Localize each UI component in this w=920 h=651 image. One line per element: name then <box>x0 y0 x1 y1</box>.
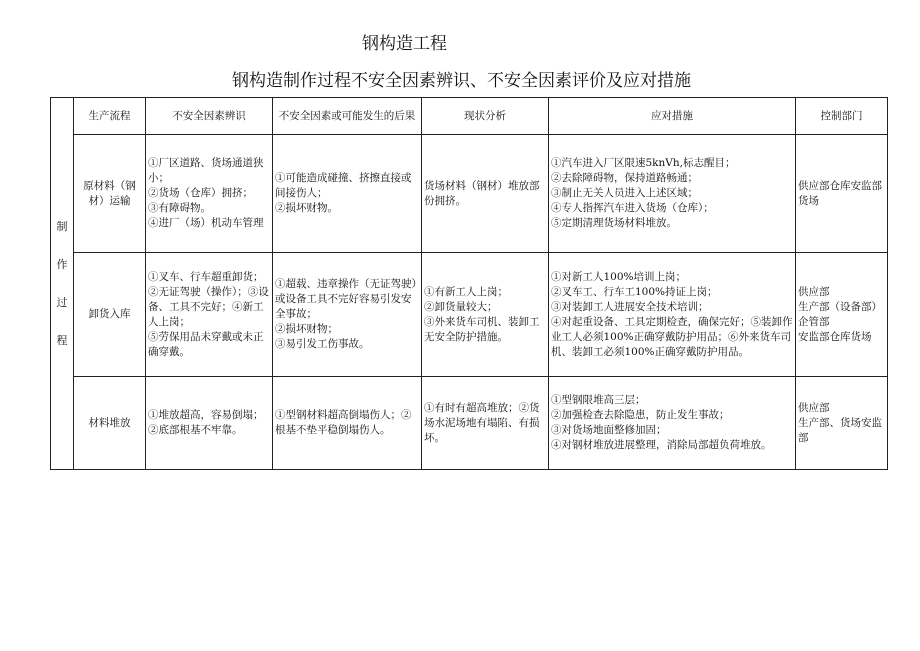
consequences-cell <box>273 377 422 470</box>
cell-line: 生产部（设备部） <box>798 300 882 313</box>
table-header-row <box>51 98 888 135</box>
cell-line: ②损坏财物。 <box>275 202 338 214</box>
flow-cell: 材料堆放 <box>74 377 146 470</box>
cell-line: ①超载、违章操作（无证驾驶）或设备工具不完好容易引发安全事故； <box>275 278 417 320</box>
cell-line: ⑤定期清理货场材料堆放。 <box>551 217 677 229</box>
cell-line: ③对货场地面整修加固； <box>551 424 667 436</box>
status-cell <box>422 135 549 253</box>
cell-line: ②加强检查去除隐患，防止发生事故； <box>551 409 730 421</box>
factors-cell <box>146 377 273 470</box>
cell-line: ①堆放超高，容易倒塌； <box>148 409 264 421</box>
header-dept: 控制部门 <box>796 98 888 135</box>
status-cell <box>422 377 549 470</box>
cell-line: ④对钢材堆放进展整理，消除局部超负荷堆放。 <box>551 439 772 451</box>
table-row <box>51 377 888 470</box>
cell-line: 生产部、货场安监部 <box>798 416 882 444</box>
flow-cell: 卸货入库 <box>74 253 146 377</box>
cell-line: ①可能造成碰撞、挤擦直接或间接伤人； <box>275 172 412 199</box>
cell-line: 供应部仓库安监部货场 <box>798 179 882 207</box>
cell-line: ②货场（仓库）拥挤； <box>148 187 253 199</box>
header-consequences: 不安全因素或可能发生的后果 <box>273 98 422 135</box>
cell-line: 供应部 <box>798 401 830 414</box>
cell-line: ②损坏财物； <box>275 323 338 335</box>
header-measures: 应对措施 <box>549 98 796 135</box>
cell-line: ②底部根基不牢靠。 <box>148 424 243 436</box>
cell-line: ①汽车进入厂区限速5knVh,标志醒目； <box>551 157 736 169</box>
side-label-char: 过 <box>56 295 68 309</box>
page-subtitle: 钢构造制作过程不安全因素辨识、不安全因素评价及应对措施 <box>232 71 691 91</box>
side-label-char: 程 <box>56 333 68 347</box>
header-status: 现状分析 <box>422 98 549 135</box>
consequences-cell <box>273 253 422 377</box>
side-label-cell <box>51 98 74 470</box>
cell-line: ②卸货量较大； <box>424 300 498 313</box>
cell-line: ③对装卸工人进展安全技术培训； <box>551 300 709 313</box>
cell-line: ②去除障碍物，保持道路畅通； <box>551 172 698 184</box>
measures-cell <box>549 253 796 377</box>
factors-cell <box>146 135 273 253</box>
side-label-char: 制 <box>56 219 68 233</box>
cell-line: ①型钢材料超高倒塌伤人；②根基不垫平稳倒塌伤人。 <box>275 409 412 436</box>
cell-line: ①叉车、行车超重卸货； <box>148 270 264 283</box>
cell-line: ④进厂（场）机动车管理 <box>148 217 264 229</box>
dept-cell <box>796 377 888 470</box>
factors-cell <box>146 253 273 377</box>
cell-line: 安监部仓库货场 <box>798 330 872 343</box>
status-cell <box>422 253 549 377</box>
table-row <box>51 135 888 253</box>
cell-line: ③制止无关人员进入上述区域； <box>551 187 698 199</box>
cell-line: ④专人指挥汽车进入货场（仓库）； <box>551 202 714 214</box>
cell-line: ③有障碍物。 <box>148 202 211 214</box>
cell-line: ②叉车工、行车工100%持证上岗； <box>551 285 718 298</box>
cell-line: ②无证驾驶（操作）；③设备、工具不完好；④新工人上岗； <box>148 285 269 328</box>
dept-cell <box>796 135 888 253</box>
dept-cell <box>796 253 888 377</box>
table-row <box>51 253 888 377</box>
cell-line: 供应部 <box>798 285 830 298</box>
cell-line: ①有新工人上岗； <box>424 285 508 298</box>
cell-line: ③外来货车司机、装卸工无安全防护措施。 <box>424 315 540 343</box>
consequences-cell <box>273 135 422 253</box>
hazard-table <box>50 97 888 470</box>
cell-line: 企管部 <box>798 315 830 328</box>
header-factors: 不安全因素辨识 <box>146 98 273 135</box>
cell-line: ①厂区道路、货场通道狭小； <box>148 157 264 184</box>
cell-line: ⑤劳保用品未穿戴或未正确穿戴。 <box>148 330 264 358</box>
measures-cell <box>549 377 796 470</box>
cell-line: ④对起重设备、工具定期检查，确保完好；⑤装卸作业工人必须100%正确穿戴防护用品；⑥外来货车司机、装卸工必须100%正确穿戴防护用品。 <box>551 315 793 358</box>
side-label-char: 作 <box>56 257 68 271</box>
page-title: 钢构造工程 <box>362 34 447 54</box>
flow-cell: 原材料（钢材）运输 <box>74 135 146 253</box>
cell-line: ①对新工人100%培训上岗； <box>551 270 687 283</box>
cell-line: ①型钢限堆高三层； <box>551 394 646 406</box>
cell-line: 货场材料（钢材）堆放部份拥挤。 <box>424 179 540 207</box>
measures-cell <box>549 135 796 253</box>
header-flow: 生产流程 <box>74 98 146 135</box>
cell-line: ①有时有超高堆放；②货场水泥场地有塌陷、有损坏。 <box>424 401 540 444</box>
cell-line: ③易引发工伤事故。 <box>275 338 370 350</box>
